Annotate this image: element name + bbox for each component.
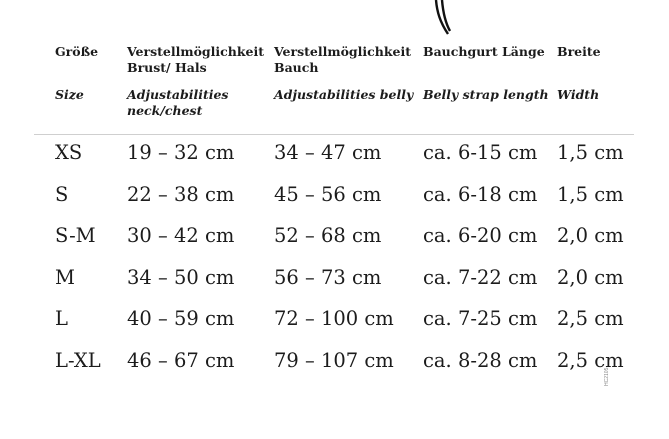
cell-strap-length: ca. 7-25 cm — [423, 307, 538, 330]
cell-size: L-XL — [55, 348, 101, 372]
cell-strap-length: ca. 6-15 cm — [423, 141, 538, 164]
cell-size: XS — [55, 141, 83, 164]
cell-strap-length: ca. 8-28 cm — [423, 348, 538, 372]
header-width — [557, 0, 637, 102]
cell-size: L — [55, 307, 68, 330]
cell-neck-chest: 22 – 38 cm — [127, 182, 235, 206]
table-row — [0, 223, 669, 253]
header-divider — [34, 134, 634, 135]
header-belly-en: Adjustabilities belly — [274, 87, 414, 102]
cell-belly: 72 – 100 cm — [274, 307, 394, 330]
header-strap-length-en: Belly strap length — [423, 87, 549, 102]
header-neck-chest — [127, 0, 267, 118]
table-row — [0, 182, 669, 212]
cell-width: 1,5 cm — [557, 182, 624, 206]
cell-belly: 34 – 47 cm — [274, 141, 382, 164]
cell-size: S — [55, 182, 69, 206]
cell-belly: 45 – 56 cm — [274, 182, 382, 206]
cell-neck-chest: 46 – 67 cm — [127, 348, 235, 372]
header-size-en: Size — [55, 87, 84, 102]
cell-size: S-M — [55, 224, 96, 247]
article-code: HC2105 — [604, 367, 610, 386]
cell-size: M — [55, 265, 75, 289]
header-belly-de: Verstellmöglichkeit Bauch — [274, 44, 411, 75]
cell-belly: 56 – 73 cm — [274, 265, 382, 289]
cell-neck-chest: 40 – 59 cm — [127, 307, 235, 330]
header-neck-chest-en: Adjustabilities neck/chest — [127, 87, 229, 118]
header-size-de: Größe — [55, 44, 99, 59]
cell-width: 2,0 cm — [557, 224, 624, 247]
header-strap-length-de: Bauchgurt Länge — [423, 44, 545, 59]
header-neck-chest-de: Verstellmöglichkeit Brust/ Hals — [127, 44, 264, 75]
table-row — [0, 140, 669, 170]
cell-neck-chest: 34 – 50 cm — [127, 265, 235, 289]
cell-width: 1,5 cm — [557, 141, 624, 164]
cell-neck-chest: 19 – 32 cm — [127, 141, 235, 164]
cell-strap-length: ca. 6-20 cm — [423, 224, 538, 247]
table-row — [0, 265, 669, 295]
table-row — [0, 348, 669, 378]
cell-neck-chest: 30 – 42 cm — [127, 224, 235, 247]
table-header — [0, 0, 669, 130]
cell-strap-length: ca. 6-18 cm — [423, 182, 538, 206]
cell-belly: 52 – 68 cm — [274, 224, 382, 247]
header-width-en: Width — [557, 87, 600, 102]
header-width-de: Breite — [557, 44, 601, 59]
cell-strap-length: ca. 7-22 cm — [423, 265, 538, 289]
header-belly — [274, 0, 414, 102]
cell-width: 2,5 cm — [557, 307, 624, 330]
table-row — [0, 306, 669, 336]
cell-width: 2,0 cm — [557, 265, 624, 289]
header-strap-length — [423, 0, 553, 102]
header-size — [55, 0, 125, 102]
cell-width: 2,5 cm — [557, 348, 624, 372]
cell-belly: 79 – 107 cm — [274, 348, 394, 372]
